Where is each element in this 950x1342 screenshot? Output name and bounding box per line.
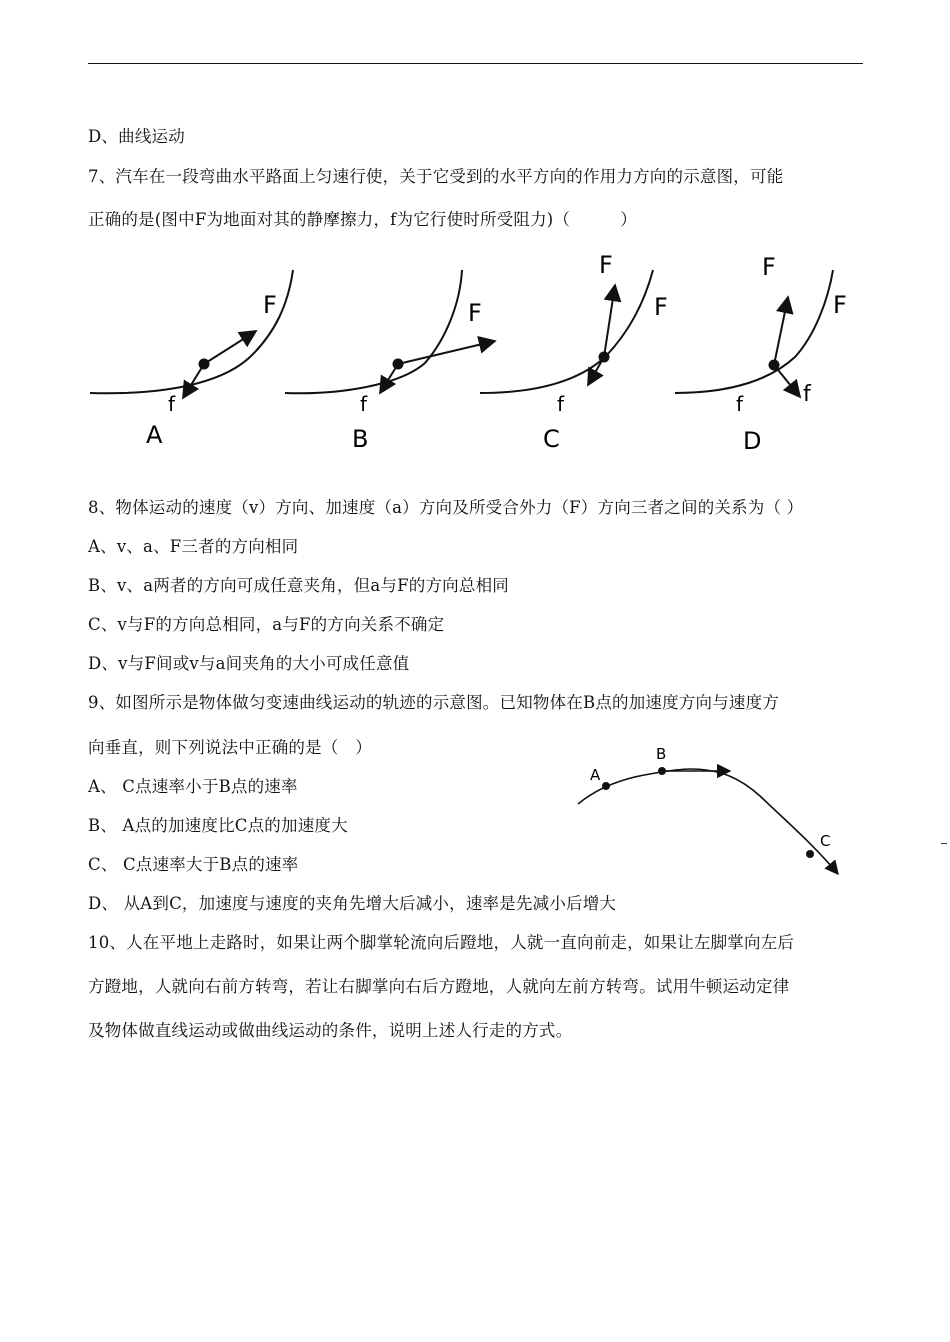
- q9-option-b: B、 A点的加速度比C点的加速度大: [88, 816, 348, 835]
- margin-mark: [941, 843, 947, 844]
- q7-stem-line2: 正确的是(图中F为地面对其的静摩擦力，f为它行使时所受阻力)（ ）: [88, 210, 637, 229]
- q7-figure-d: [675, 253, 847, 455]
- q7-b-label: B: [352, 425, 369, 453]
- q9-option-c: C、 C点速率大于B点的速率: [88, 855, 299, 874]
- q7-c-curve: [480, 270, 653, 393]
- q8-option-d: D、v与F间或v与a间夹角的大小可成任意值: [88, 654, 410, 673]
- q9-stem-line1: 9、如图所示是物体做匀变速曲线运动的轨迹的示意图。已知物体在B点的加速度方向与速度方: [88, 693, 780, 712]
- q7-b-arrow-F: [398, 341, 495, 364]
- q7-c-arrow-f: [588, 357, 604, 385]
- q7-d-label: D: [743, 427, 762, 455]
- q9-option-a: A、 C点速率小于B点的速率: [88, 777, 298, 796]
- q10-line3: 及物体做直线运动或做曲线运动的条件，说明上述人行走的方式。: [88, 1021, 573, 1040]
- q9-label-a: A: [590, 766, 601, 784]
- q9-path-bc: [690, 769, 838, 874]
- q7-figure-a: [90, 270, 293, 449]
- q10-line2: 方蹬地，人就向右前方转弯，若让右脚掌向右后方蹬地，人就向左前方转弯。试用牛顿运动定律: [88, 977, 790, 996]
- q6-option-d: D、曲线运动: [88, 127, 185, 146]
- q8-option-a: A、v、a、F三者的方向相同: [88, 537, 299, 556]
- q9-point-a: [602, 782, 610, 790]
- q9-point-b: [658, 767, 666, 775]
- q7-b-label-f: f: [360, 392, 368, 416]
- q7-d-label-f: f: [736, 392, 744, 416]
- q7-figure: [80, 245, 880, 465]
- q7-stem-line1: 7、汽车在一段弯曲水平路面上匀速行使，关于它受到的水平方向的作用力方向的示意图，可能: [88, 167, 784, 186]
- q7-b-label-F: F: [468, 299, 482, 327]
- q7-c-label-F: F: [599, 251, 613, 279]
- q9-stem-line2: 向垂直，则下列说法中正确的是（ ）: [88, 738, 372, 757]
- q7-a-curve: [90, 270, 293, 393]
- q8-option-b: B、v、a两者的方向可成任意夹角，但a与F的方向总相同: [88, 576, 509, 595]
- q7-c-curve-label: F: [654, 293, 668, 321]
- q9-figure: [570, 738, 860, 888]
- q7-a-label-F: F: [263, 291, 277, 319]
- q7-c-label-f: f: [557, 392, 565, 416]
- q7-b-curve: [285, 270, 462, 393]
- q8-stem: 8、物体运动的速度（v）方向、加速度（a）方向及所受合外力（F）方向三者之间的关系为（ ）: [88, 498, 804, 517]
- q8-option-c: C、v与F的方向总相同，a与F的方向关系不确定: [88, 615, 445, 634]
- q7-figure-b: [285, 270, 495, 453]
- q7-d-label-f-right: f: [803, 382, 811, 407]
- q7-c-label: C: [543, 425, 560, 453]
- q9-option-d: D、 从A到C，加速度与速度的夹角先增大后减小，速率是先减小后增大: [88, 894, 617, 913]
- q7-d-arrow-f: [774, 365, 800, 397]
- q7-a-arrow-f: [183, 364, 204, 398]
- q7-a-label-f: f: [168, 392, 176, 416]
- q9-point-c: [806, 850, 814, 858]
- q7-a-label: A: [146, 421, 163, 449]
- q9-label-c: C: [820, 832, 831, 850]
- q7-d-arrow-F: [774, 297, 788, 365]
- q7-figure-c: [480, 251, 668, 453]
- q10-line1: 10、人在平地上走路时，如果让两个脚掌轮流向后蹬地，人就一直向前走，如果让左脚掌向左后: [88, 933, 795, 952]
- header-rule: [88, 63, 863, 64]
- q7-d-curve-label: F: [833, 291, 847, 319]
- q7-d-label-F: F: [762, 253, 776, 281]
- q9-label-b: B: [656, 745, 667, 763]
- q7-d-curve: [675, 270, 833, 393]
